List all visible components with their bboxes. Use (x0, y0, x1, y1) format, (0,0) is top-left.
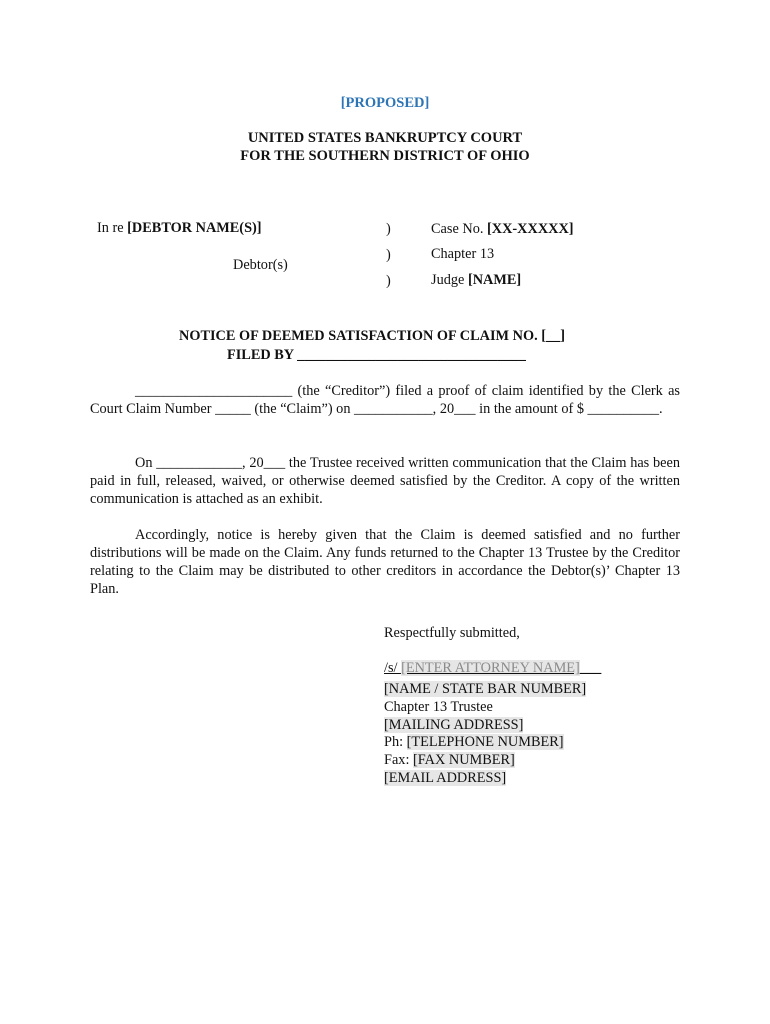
telephone-field[interactable]: [TELEPHONE NUMBER] (406, 734, 564, 750)
caption-paren: ) (386, 221, 391, 237)
email-line (384, 769, 506, 787)
fax-field[interactable]: [FAX NUMBER] (413, 752, 515, 768)
caption-paren: ) (386, 273, 391, 289)
chapter: Chapter 13 (431, 246, 495, 262)
case-no-label: Case No. (431, 221, 487, 237)
in-re-line (97, 219, 262, 237)
case-number (431, 220, 574, 238)
judge-value: [NAME] (467, 272, 522, 288)
body-paragraph-2 (90, 454, 680, 508)
phone-label: Ph: (384, 734, 407, 750)
name-bar-field[interactable]: [NAME / STATE BAR NUMBER] (384, 681, 587, 697)
name-bar-line (384, 680, 586, 698)
caption-paren: ) (386, 247, 391, 263)
court-name: UNITED STATES BANKRUPTCY COURT (247, 130, 523, 146)
debtor-name: [DEBTOR NAME(S)] (127, 220, 262, 236)
mailing-address-field[interactable]: [MAILING ADDRESS] (384, 717, 524, 733)
in-re-prefix: In re (97, 220, 128, 236)
judge-label: Judge (431, 272, 468, 288)
phone-line (384, 733, 564, 751)
attorney-name-field[interactable]: [ENTER ATTORNEY NAME] (401, 660, 580, 676)
signature-suffix: ___ (579, 660, 602, 676)
court-district: FOR THE SOUTHERN DISTRICT OF OHIO (240, 148, 530, 164)
paragraph-text: ______________________ (the “Creditor”) filed a proof of claim identified by the Clerk as Court Claim Number _____ (the “Claim”) on ___________, 20___ in the amount of $ __________. (90, 383, 680, 417)
case-no-value: [XX-XXXXX] (487, 221, 574, 237)
fax-line (384, 751, 515, 769)
proposed-label: [PROPOSED] (340, 95, 430, 111)
body-paragraph-3 (90, 526, 680, 598)
filed-by-line: FILED BY ________________________________ (227, 347, 526, 363)
fax-label: Fax: (384, 752, 413, 768)
trustee-role: Chapter 13 Trustee (384, 699, 493, 715)
paragraph-text: On ____________, 20___ the Trustee received written communication that the Claim has been paid in full, released, waived, or otherwise deemed satisfied by the Creditor. A copy of the written communication is attached as an exhibit. (90, 455, 680, 507)
signature-prefix: /s/ (384, 660, 402, 676)
signature-line (384, 659, 601, 677)
address-line (384, 716, 523, 734)
body-paragraph-1 (90, 382, 680, 418)
email-field[interactable]: [EMAIL ADDRESS] (384, 770, 507, 786)
closing: Respectfully submitted, (384, 625, 520, 641)
debtors-label: Debtor(s) (233, 257, 288, 273)
notice-title: NOTICE OF DEEMED SATISFACTION OF CLAIM NO. [__] (179, 328, 566, 344)
paragraph-text: Accordingly, notice is hereby given that the Claim is deemed satisfied and no further distributions will be made on the Claim. Any funds returned to the Chapter 13 Trustee by the Creditor relating to the Claim may be distributed to other creditors in accordance the Debtor(s)’ Chapter 13 Plan. (90, 527, 680, 597)
judge (431, 271, 521, 289)
